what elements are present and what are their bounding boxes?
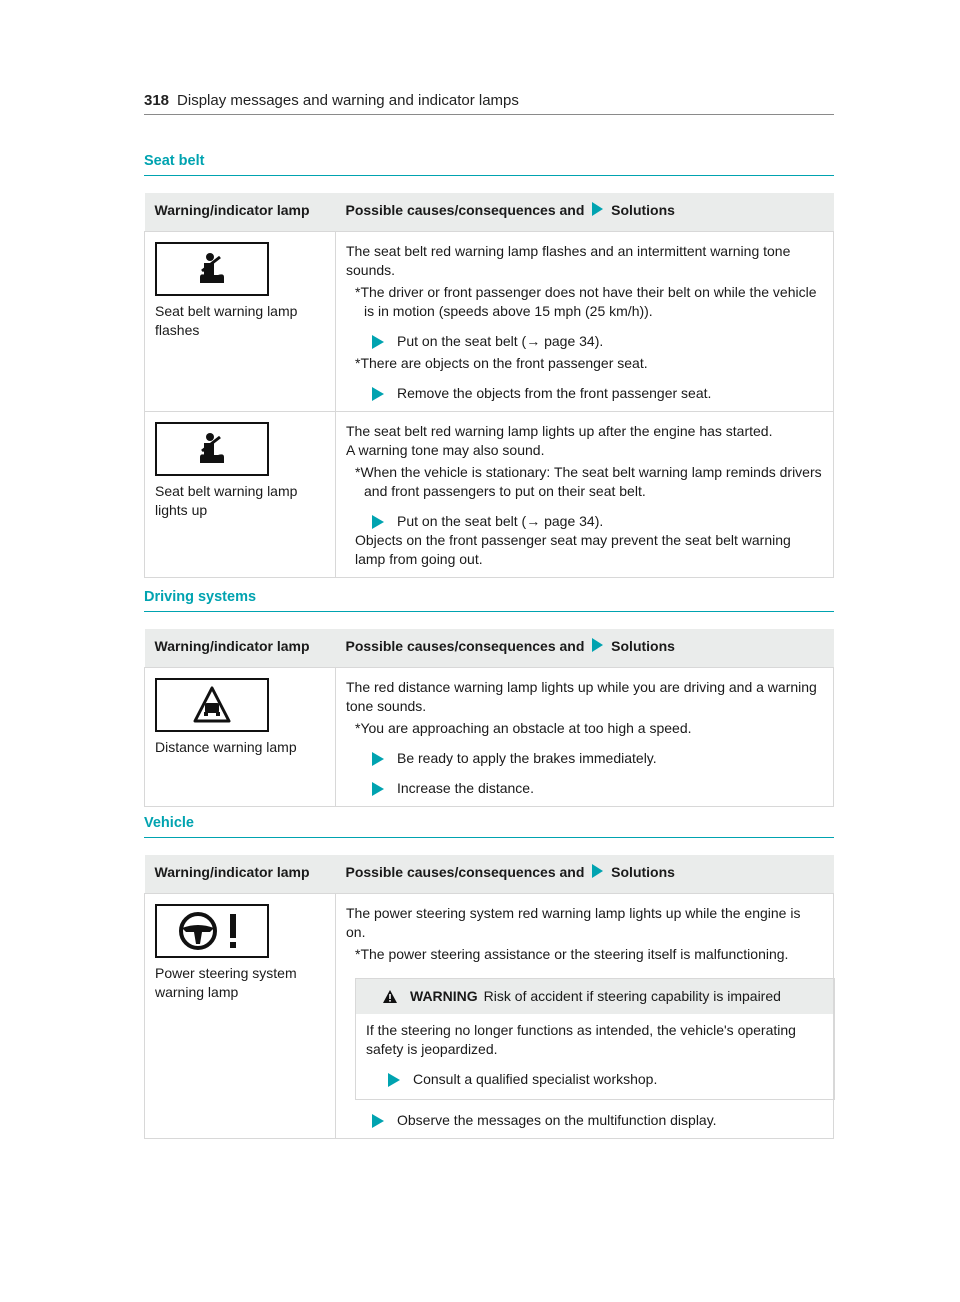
- warning-header: [356, 979, 834, 1014]
- seat-belt-warning-icon: [155, 422, 269, 476]
- distance-warning-icon: [155, 678, 269, 732]
- page-number: 318: [144, 92, 170, 109]
- col-header-lamp: Warning/indicator lamp: [145, 193, 336, 231]
- description: The red distance warning lamp lights up while you are driving and a warning tone sounds.: [346, 678, 817, 714]
- section-vehicle: [144, 815, 834, 1139]
- warning-triangle-icon: [382, 989, 398, 1004]
- table-row: [145, 893, 834, 1138]
- arrow-icon: [372, 1114, 384, 1128]
- solutions-arrow-icon: [592, 202, 603, 216]
- action-item: Observe the messages on the multifunction display.: [372, 1111, 823, 1130]
- table-row: [145, 667, 834, 806]
- section-title: Driving systems: [144, 589, 834, 612]
- arrow-icon: [372, 782, 384, 796]
- col-header-lamp: Warning/indicator lamp: [145, 855, 336, 893]
- col-header-lamp: Warning/indicator lamp: [145, 629, 336, 667]
- section-driving-systems: [144, 589, 834, 807]
- section-title: Vehicle: [144, 815, 834, 838]
- seat-belt-warning-icon: [155, 242, 269, 296]
- warning-label: WARNING: [410, 987, 478, 1004]
- seat-belt-table: [144, 193, 834, 578]
- power-steering-warning-icon: [155, 904, 269, 958]
- arrow-icon: [372, 515, 384, 529]
- driving-table: [144, 629, 834, 807]
- warning-title: Risk of accident if steering capability is impaired: [483, 987, 781, 1004]
- table-row: [145, 411, 834, 577]
- lamp-caption: Distance warning lamp: [155, 738, 297, 755]
- action-item: Increase the distance.: [372, 779, 823, 798]
- cause: *You are approaching an obstacle at too high a speed.: [355, 719, 692, 736]
- solutions-arrow-icon: [592, 638, 603, 652]
- lamp-caption: Seat belt warning lamp flashes: [155, 302, 298, 338]
- cause: *There are objects on the front passenger seat.: [355, 354, 648, 371]
- action-item: Put on the seat belt (→ page 34).: [372, 332, 823, 351]
- arrow-icon: [372, 752, 384, 766]
- action-item: Consult a qualified specialist workshop.: [388, 1070, 824, 1089]
- page-header: [144, 92, 834, 115]
- action-item: Be ready to apply the brakes immediately.: [372, 749, 823, 768]
- cause: *The driver or front passenger does not have their belt on while the vehicle is in motion (speeds above 15 mph (25 km/h)).: [355, 283, 817, 319]
- warning-box: [355, 978, 835, 1100]
- warning-text: If the steering no longer functions as intended, the vehicle's operating safety is jeopardized.: [366, 1021, 796, 1057]
- arrow-icon: [388, 1073, 400, 1087]
- col-header-causes: Possible causes/consequences and Solutions: [336, 629, 834, 667]
- description: The seat belt red warning lamp flashes and an intermittent warning tone sounds.: [346, 242, 791, 278]
- vehicle-table: [144, 855, 834, 1139]
- description: Objects on the front passenger seat may prevent the seat belt warning lamp from going out.: [355, 531, 791, 567]
- cause: *When the vehicle is stationary: The seat belt warning lamp reminds drivers and front passengers to put on their seat belt.: [355, 463, 822, 499]
- description: A warning tone may also sound.: [346, 441, 545, 458]
- cause: *The power steering assistance or the steering itself is malfunctioning.: [355, 945, 789, 962]
- action-item: Put on the seat belt (→ page 34).: [372, 512, 823, 531]
- col-header-causes: Possible causes/consequences and Solutions: [336, 855, 834, 893]
- description: The power steering system red warning lamp lights up while the engine is on.: [346, 904, 801, 940]
- lamp-caption: Seat belt warning lamp lights up: [155, 482, 298, 518]
- solutions-arrow-icon: [592, 864, 603, 878]
- description: The seat belt red warning lamp lights up after the engine has started.: [346, 422, 773, 439]
- arrow-icon: [372, 335, 384, 349]
- arrow-icon: [372, 387, 384, 401]
- col-header-causes: Possible causes/consequences and Solutions: [336, 193, 834, 231]
- page-title: Display messages and warning and indicator lamps: [177, 92, 519, 109]
- section-title: Seat belt: [144, 153, 834, 176]
- lamp-caption: Power steering system warning lamp: [155, 964, 297, 1000]
- action-item: Remove the objects from the front passenger seat.: [372, 384, 823, 403]
- table-row: [145, 231, 834, 411]
- section-seat-belt: [144, 153, 834, 578]
